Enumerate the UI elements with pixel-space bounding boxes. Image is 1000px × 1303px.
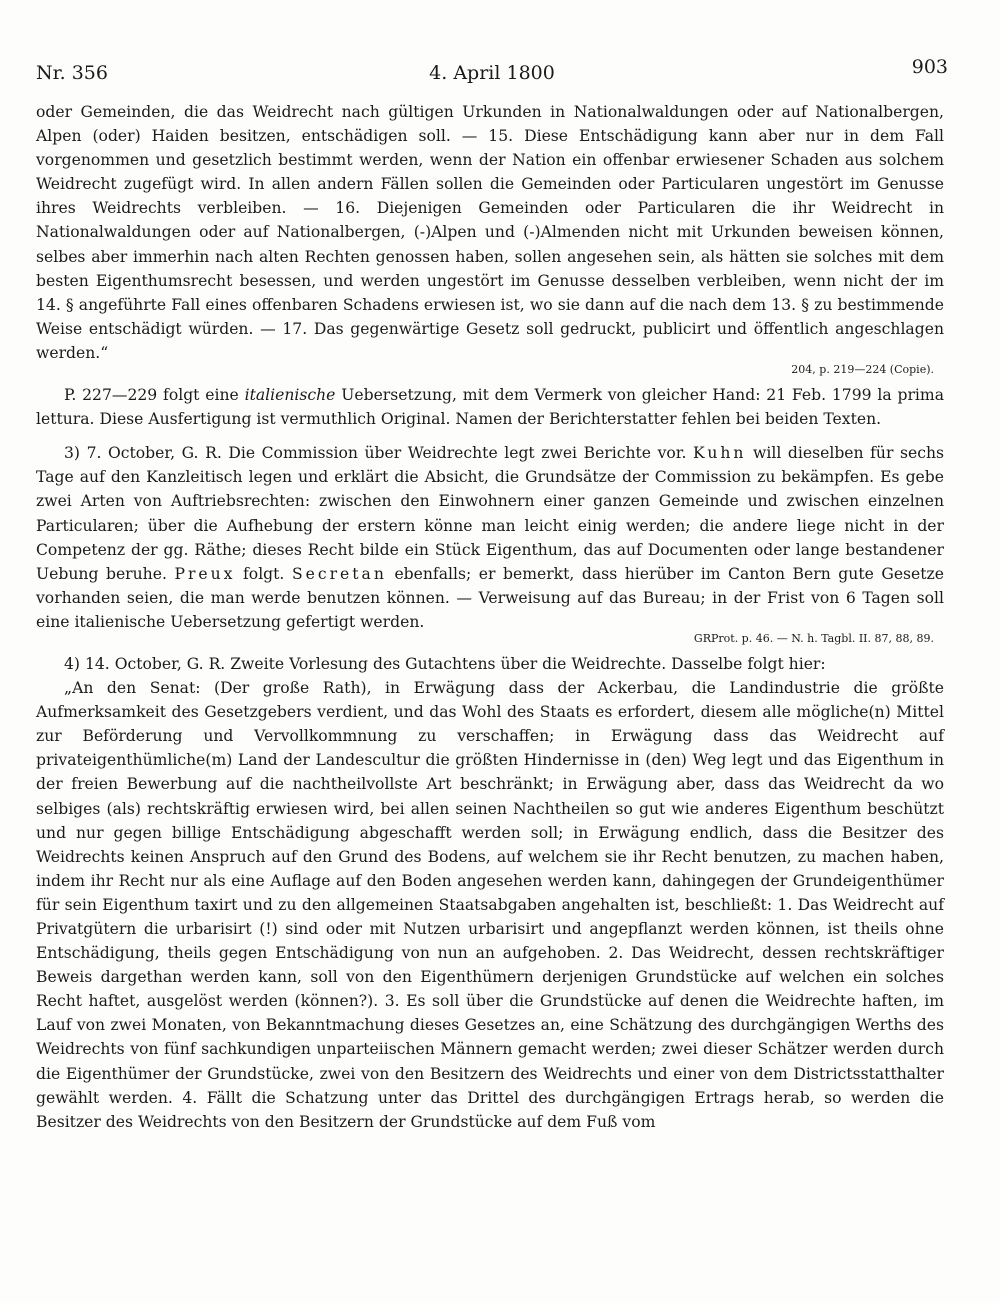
document-body: [36, 100, 944, 1134]
citation-source-1: [36, 363, 944, 377]
paragraph-october-14: [36, 652, 944, 676]
speaker-name-secretan: Secretan: [291, 564, 387, 583]
october-7-part2: will dieselben für sechs Tage auf den Kanzleitisch legen und erklärt die Absicht, die Grundsätze der Commission zu bekämpfen. Es gebe zwei Arten von Auftriebsrechten: zwischen den Einwohnern einer ganzen Gemeinde und zwischen einzelnen Particularen; über die Aufhebung der erstern könne man leicht einig werden; die andere liege nicht in der Competenz der gg. Räthe; dieses Recht bilde ein Stück Eigenthum, das auf Documenten oder lange bestandener Uebung beruhe.: [36, 444, 944, 583]
translation-note-suffix: Uebersetzung, mit dem Vermerk von gleicher Hand: 21 Feb. 1799 la prima lettura. Diese Ausfertigung ist vermuthlich Original. Namen der Berichterstatter fehlen bei beiden Texten.: [36, 386, 945, 429]
document-number: Nr. 356: [36, 62, 108, 84]
translation-note-prefix: P. 227—229 folgt eine: [64, 386, 245, 405]
page-number: 903: [911, 56, 948, 78]
citation-source-2: [36, 632, 944, 646]
october-14-text: 4) 14. October, G. R. Zweite Vorlesung des Gutachtens über die Weidrechte. Dasselbe folgt hier:: [64, 654, 826, 673]
october-7-part4: ebenfalls; er bemerkt, dass hierüber im Canton Bern gute Gesetze vorhanden seien, die man werde benutzen können. — Verweisung auf das Bureau; in der Frist von 6 Tagen soll eine italienische Uebersetzung gefertigt werden.: [36, 564, 944, 631]
page-header: [36, 56, 948, 90]
speaker-name-kuhn: Kuhn: [693, 444, 747, 463]
october-7-part1: 3) 7. October, G. R. Die Commission über Weidrechte legt zwei Berichte vor.: [64, 444, 694, 463]
citation-source-2-text: GRProt. p. 46. — N. h. Tagbl. II. 87, 88, 89.: [693, 631, 934, 645]
document-date: 4. April 1800: [429, 62, 555, 84]
paragraph-october-7: [36, 441, 944, 634]
citation-source-1-text: 204, p. 219—224 (Copie).: [791, 363, 934, 377]
paragraph-law-text-body: oder Gemeinden, die das Weidrecht nach gültigen Urkunden in Nationalwaldungen oder auf Nationalbergen, Alpen (oder) Haiden besitzen, entschädigen soll. — 15. Diese Entschädigung kann aber nur in dem Fall vorgenommen und gesetzlich bestimmt werden, wenn der Nation ein offenbar erwiesener Schaden aus solchem Weidrecht zugefügt wird. In allen andern Fällen sollen die Gemeinden oder Particularen ungestört im Genusse ihres Weidrechts verbleiben. — 16. Diejenigen Gemeinden oder Particularen die ihr Weidrecht in Nationalwaldungen oder auf Nationalbergen, (-)Alpen und (-)Almenden nicht mit Urkunden beweisen können, selbes aber immerhin nach alten Rechten genossen haben, sollen angesehen sein, als hätten sie solches mit dem besten Eigenthumsrecht besessen, und werden ungestört im Genusse desselben verbleiben, wenn nicht der im 14. § angeführte Fall eines offenbaren Schadens erwiesen ist, wo sie dann auf die nach dem 13. § zu bestimmende Weise entschädigt würden. — 17. Das gegenwärtige Gesetz soll gedruckt, publicirt und öffentlich angeschlagen werden.“: [36, 103, 944, 362]
paragraph-translation-note: [36, 383, 944, 431]
translation-note-italic: italienische: [244, 386, 336, 405]
senate-resolution-text: „An den Senat: (Der große Rath), in Erwägung dass der Ackerbau, die Landindustrie die größte Aufmerksamkeit des Gesetzgebers verdient, und das Wohl des Staats es erfordert, diesem alle mögliche(n) Mittel zur Beförderung und Vervollkommnung zu verschaffen; in Erwägung dass das Weidrecht auf privateigenthümliche(m) Land der Landescultur die größten Hindernisse in (den) Weg legt und das Eigenthum in der freien Bewerbung auf die nachtheilvollste Art beschränkt; in Erwägung aber, dass das Weidrecht da wo selbiges (als) rechtskräftig erwiesen wird, bei allen seinen Nachtheilen so gut wie anderes Eigenthum beschützt und nur gegen billige Entschädigung abgeschafft werden soll; in Erwägung endlich, dass die Besitzer des Weidrechts keinen Anspruch auf den Grund des Bodens, auf welchem sie ihr Recht benutzen, zu machen haben, indem ihr Recht nur als eine Auflage auf den Boden angesehen werden kann, dahingegen der Grundeigenthümer für sein Eigenthum taxirt und zu den allgemeinen Staatsabgaben angehalten ist, beschließt: 1. Das Weidrecht auf Privatgütern die urbarisirt (!) sind oder mit Nutzen urbarisirt und angepflanzt werden können, ist theils ohne Entschädigung, theils gegen Entschädigung von nun an aufgehoben. 2. Das Weidrecht, dessen rechtskräftiger Beweis dargethan werden kann, soll von den Eigenthümern derjenigen Grundstücke auf welchen ein solches Recht haftet, ausgelöst werden (können?). 3. Es soll über die Grundstücke auf denen die Weidrechte haften, im Lauf von zwei Monaten, von Bekanntmachung dieses Gesetzes an, eine Schätzung des durchgängigen Werths des Weidrechts von fünf sachkundigen unparteiischen Männern gemacht werden; zwei dieser Schätzer werden durch die Eigenthümer der Grundstücke, zwei von den Besitzern des Weidrechts und einer von dem Districtsstatthalter gewählt werden. 4. Fällt die Schatzung unter das Drittel des durchgängigen Ertrags herab, so werden die Besitzer des Weidrechts von den Besitzern der Grundstücke auf dem Fuß vom: [36, 679, 944, 1131]
paragraph-law-text: [36, 100, 944, 365]
paragraph-senate-resolution: [36, 676, 944, 1134]
speaker-name-preux: Preux: [174, 564, 236, 583]
october-7-part3: folgt.: [235, 564, 292, 583]
